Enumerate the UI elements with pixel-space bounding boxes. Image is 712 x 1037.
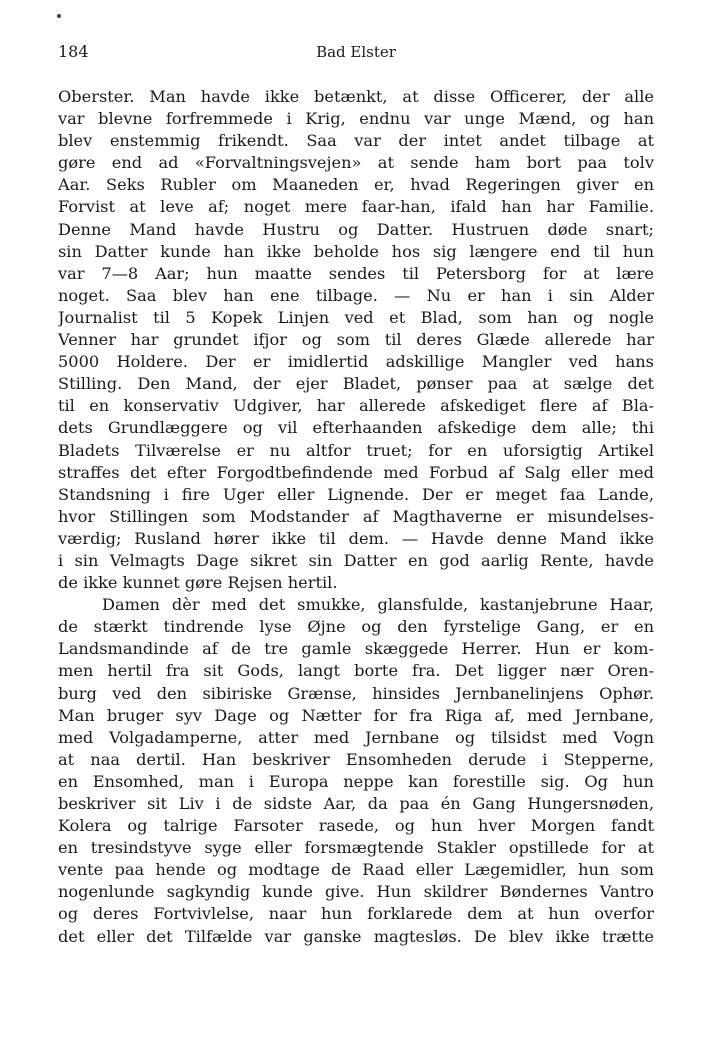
text-line: Stilling. Den Mand, der ejer Bladet, pønser paa at sælge det xyxy=(58,374,654,394)
text-line: Standsning i fire Uger eller Lignende. Der er meget faa Lande, xyxy=(58,484,654,504)
text-line: hvor Stillingen som Modstander af Magthaverne er misundelses- xyxy=(58,506,654,526)
text-line: blev enstemmig frikendt. Saa var der intet andet tilbage at xyxy=(58,131,654,151)
text-line: Journalist til 5 Kopek Linjen ved et Blad, som han og nogle xyxy=(58,307,654,327)
text-line: Forvist at leve af; noget mere faar-han, ifald han har Familie. xyxy=(58,197,654,217)
text-line: Denne Mand havde Hustru og Datter. Hustruen døde snart; xyxy=(58,219,654,239)
text-line: straffes det efter Forgodtbefindende med Forbud af Salg eller med xyxy=(58,462,654,482)
text-line: til en konservativ Udgiver, har allerede afskediget flere af Bla- xyxy=(58,396,654,416)
text-line: vente paa hende og modtage de Raad eller Lægemidler, hun som xyxy=(58,860,654,880)
ink-speck xyxy=(57,14,61,18)
text-line: Oberster. Man havde ikke betænkt, at disse Officerer, der alle xyxy=(58,87,654,106)
page-header xyxy=(58,40,654,66)
running-title: Bad Elster xyxy=(316,43,396,61)
text-line: burg ved den sibiriske Grænse, hinsides Jernbanelinjens Ophør. xyxy=(58,683,654,703)
text-line: en Ensomhed, man i Europa neppe kan forestille sig. Og hun xyxy=(58,771,654,791)
text-line: var 7—8 Aar; hun maatte sendes til Petersborg for at lære xyxy=(58,263,654,283)
text-line: det eller det Tilfælde var ganske magtesløs. De blev ikke trætte xyxy=(58,926,654,946)
text-line: en tresindstyve syge eller forsmægtende Stakler opstillede for at xyxy=(58,838,654,858)
text-line: Landsmandinde af de tre gamle skæggede Herrer. Hun er kom- xyxy=(58,639,654,659)
text-line: Man bruger syv Dage og Nætter for fra Riga af, med Jernbane, xyxy=(58,705,654,725)
text-line: dets Grundlæggere og vil efterhaanden afskedige dem alle; thi xyxy=(58,418,654,438)
text-line: i sin Velmagts Dage sikret sin Datter en god aarlig Rente, havde xyxy=(58,550,654,570)
text-line: gøre end ad «Forvaltningsvejen» at sende ham bort paa tolv xyxy=(58,153,654,173)
text-line: med Volgadamperne, atter med Jernbane og tilsidst med Vogn xyxy=(58,727,654,747)
text-line: 5000 Holdere. Der er imidlertid adskillige Mangler ved hans xyxy=(58,352,654,372)
text-line: Venner har grundet ifjor og som til deres Glæde allerede har xyxy=(58,330,654,350)
text-line: Bladets Tilværelse er nu altfor truet; for en uforsigtig Artikel xyxy=(58,440,654,460)
text-line: værdig; Rusland hører ikke til dem. — Havde denne Mand ikke xyxy=(58,528,654,548)
text-line: Kolera og talrige Farsoter rasede, og hun hver Morgen fandt xyxy=(58,816,654,836)
text-line: beskriver sit Liv i de sidste Aar, da paa én Gang Hungersnøden, xyxy=(58,794,654,813)
page-number: 184 xyxy=(58,42,89,61)
text-line: de stærkt tindrende lyse Øjne og den fyrstelige Gang, er en xyxy=(58,617,654,637)
text-line: var blevne forfremmede i Krig, endnu var unge Mænd, og han xyxy=(58,109,654,129)
text-line: men hertil fra sit Gods, langt borte fra. Det ligger nær Oren- xyxy=(58,661,654,681)
body-text xyxy=(58,86,654,948)
paragraph-start-line: Damen dèr med det smukke, glansfulde, kastanjebrune Haar, xyxy=(102,595,654,615)
text-line: noget. Saa blev han ene tilbage. — Nu er han i sin Alder xyxy=(58,285,654,305)
text-line: Aar. Seks Rubler om Maaneden er, hvad Regeringen giver en xyxy=(58,175,654,195)
text-line: og deres Fortvivlelse, naar hun forklarede dem at hun overfor xyxy=(58,904,654,924)
text-line: sin Datter kunde han ikke beholde hos sig længere end til hun xyxy=(58,241,654,261)
text-line: at naa dertil. Han beskriver Ensomheden derude i Stepperne, xyxy=(58,749,654,769)
paragraph-end-line: de ikke kunnet gøre Rejsen hertil. xyxy=(58,573,338,593)
text-line: nogenlunde sagkyndig kunde give. Hun skildrer Bøndernes Vantro xyxy=(58,882,654,902)
